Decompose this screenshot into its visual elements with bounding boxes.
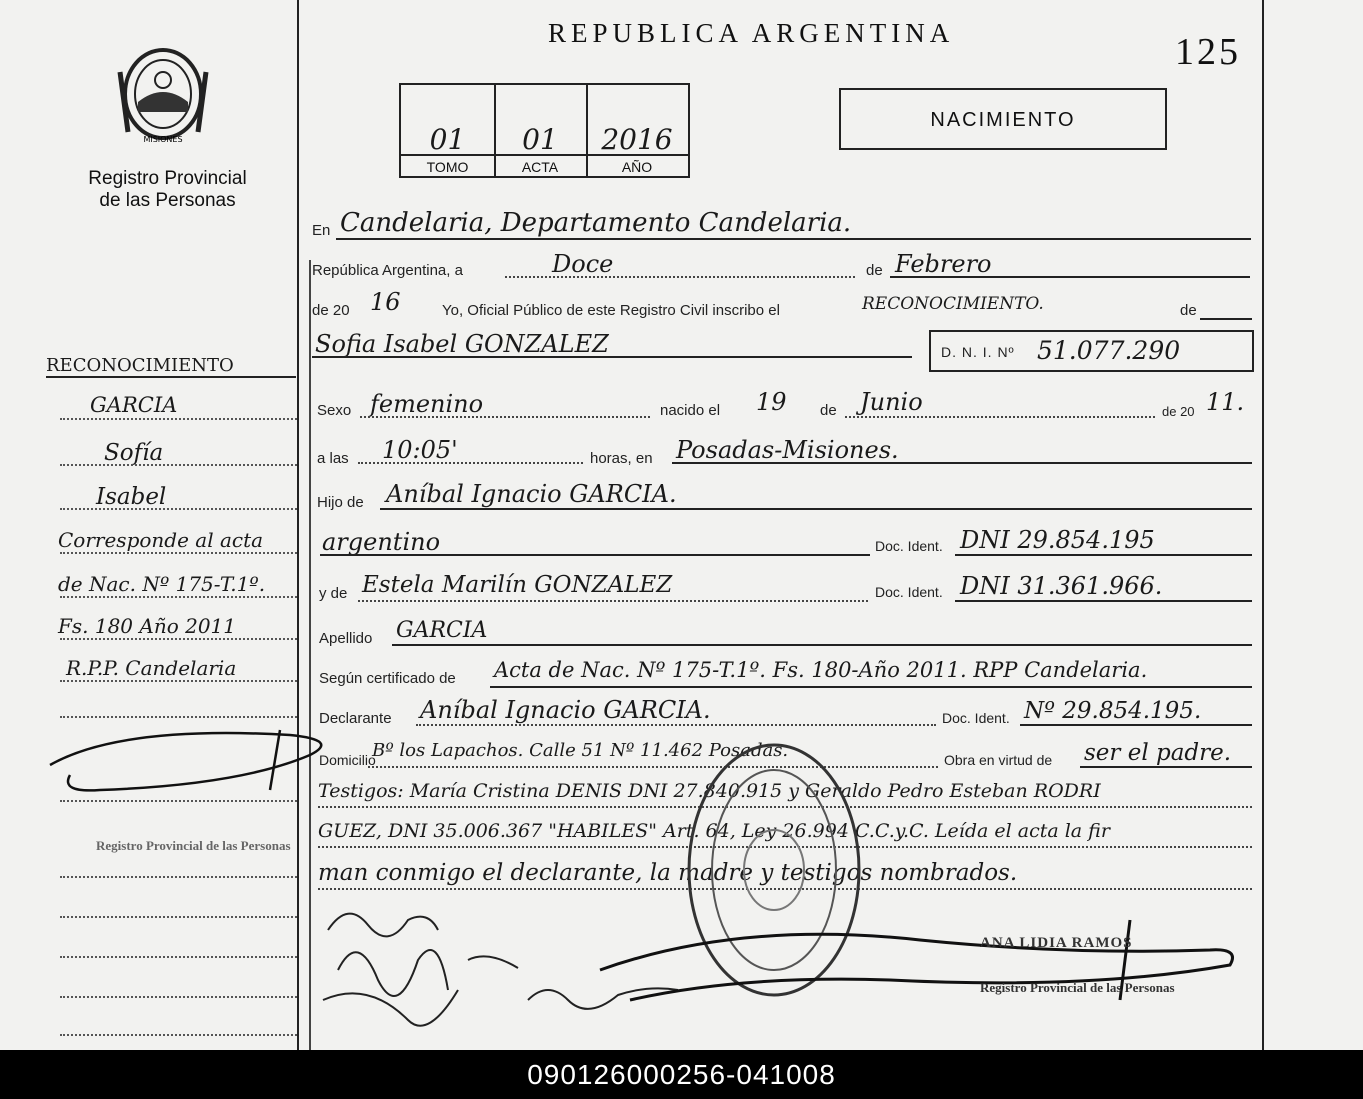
- de20-label: de 20: [312, 302, 350, 319]
- birth-month-line: [845, 416, 1155, 418]
- father-doc: DNI 29.854.195: [960, 526, 1155, 554]
- acta-label: ACTA: [494, 154, 586, 178]
- margin-rule-5: [60, 596, 297, 598]
- margin-rule-3: [60, 508, 297, 510]
- margin-rule-13: [60, 996, 297, 998]
- de-label: de: [866, 262, 883, 279]
- registry-name-line2: de las Personas: [99, 190, 236, 211]
- de-label-3: de: [820, 402, 837, 419]
- mother-name-line: [358, 600, 868, 602]
- apellido-label: Apellido: [319, 630, 373, 647]
- margin-rule-4: [60, 552, 297, 554]
- doc-ident-label-d: Doc. Ident.: [942, 710, 1010, 726]
- official-role: Registro Provincial de las Personas: [980, 980, 1175, 995]
- mother-name: Estela Marilín GONZALEZ: [362, 572, 673, 598]
- obra-value: ser el padre.: [1084, 740, 1232, 766]
- declarante-value: Aníbal Ignacio GARCIA.: [420, 696, 711, 724]
- margin-line-6: Fs. 180 Año 2011: [58, 614, 237, 638]
- apellido-value: GARCIA: [396, 618, 488, 643]
- birth-time: 10:05': [382, 436, 458, 464]
- anio-value: 2016: [601, 123, 673, 156]
- anio-label: AÑO: [586, 154, 688, 178]
- en-label: En: [312, 222, 331, 239]
- margin-stamp-text: Registro Provincial de las Personas: [96, 838, 291, 853]
- margin-line-5: de Nac. Nº 175-T.1º.: [58, 572, 266, 596]
- obra-label: Obra en virtud de: [944, 752, 1053, 768]
- act-kind-value: RECONOCIMIENTO.: [862, 294, 1044, 314]
- year-suffix: 16: [370, 288, 401, 316]
- yo-label: Yo, Oficial Público de este Registro Civil inscribo el: [442, 302, 780, 319]
- margin-rule-14: [60, 1034, 297, 1036]
- testigos-line-2: GUEZ, DNI 35.006.367 "HABILES" Art. 64, Ley 26.994 C.C.y.C. Leída el acta la fir: [318, 820, 1110, 842]
- barcode-number: 090126000256-041008: [527, 1058, 836, 1090]
- yde-label: y de: [319, 585, 348, 602]
- de-label-2: de: [1180, 302, 1197, 319]
- acta-cell: [494, 85, 588, 178]
- nationality-line: [320, 554, 870, 556]
- dni-value: 51.077.290: [1037, 336, 1181, 365]
- declarante-label: Declarante: [319, 710, 392, 727]
- margin-rule-9: [60, 800, 297, 802]
- margin-line-7: R.P.P. Candelaria: [66, 656, 237, 680]
- right-margin-rule: [1262, 0, 1264, 1050]
- segun-label: Según certificado de: [319, 670, 456, 687]
- birth-month: Junio: [860, 388, 923, 416]
- birth-place: Posadas-Misiones.: [676, 436, 899, 464]
- month-line: [890, 276, 1250, 278]
- place-line: [336, 238, 1251, 240]
- day-line: [505, 276, 855, 278]
- dni-label: D. N. I. Nº: [941, 344, 1015, 360]
- book-reference-box: [399, 83, 690, 178]
- left-margin-rule: [297, 0, 299, 1050]
- birth-time-line: [358, 462, 583, 464]
- registry-name-line1: Registro Provincial: [88, 168, 247, 189]
- margin-signature: [40, 715, 340, 805]
- margin-rule-2: [60, 464, 297, 466]
- tomo-label: TOMO: [401, 154, 494, 178]
- person-name-line: [312, 356, 912, 358]
- official-name: ANA LIDIA RAMOS: [980, 935, 1133, 951]
- province-seal-logo: [108, 42, 218, 147]
- testigos-line-1: Testigos: María Cristina DENIS DNI 27.840.915 y Geraldo Pedro Esteban RODRI: [318, 780, 1101, 802]
- tomo-value: 01: [429, 123, 466, 156]
- mother-doc-line: [955, 600, 1252, 602]
- segun-line: [490, 686, 1252, 688]
- birth-place-line: [672, 462, 1252, 464]
- birth-year-suffix: 11.: [1206, 388, 1245, 416]
- declarante-doc-line: [1020, 724, 1252, 726]
- de-line: [1200, 318, 1252, 320]
- inner-margin-rule: [309, 260, 311, 1050]
- margin-rule-12: [60, 956, 297, 958]
- place-value: Candelaria, Departamento Candelaria.: [340, 208, 852, 238]
- declarante-line: [416, 724, 936, 726]
- record-type-box: NACIMIENTO: [839, 88, 1167, 150]
- segun-value: Acta de Nac. Nº 175-T.1º. Fs. 180-Año 2011. RPP Candelaria.: [494, 658, 1148, 682]
- margin-rule-6: [60, 638, 297, 640]
- person-name: Sofia Isabel GONZALEZ: [315, 330, 609, 358]
- doc-ident-label-m: Doc. Ident.: [875, 584, 943, 600]
- testigos-line-3: man conmigo el declarante, la madre y testigos nombrados.: [318, 860, 1018, 886]
- republica-label: República Argentina, a: [312, 262, 463, 279]
- anio-cell: [586, 85, 688, 178]
- tomo-cell: [401, 85, 496, 178]
- dni-box: [929, 330, 1254, 372]
- obra-line: [1080, 766, 1252, 768]
- margin-rule-11: [60, 916, 297, 918]
- sexo-value: femenino: [370, 390, 484, 418]
- registry-name: [60, 168, 275, 212]
- margin-line-3: Isabel: [96, 484, 167, 510]
- svg-text:MISIONES: MISIONES: [143, 135, 183, 144]
- father-nationality: argentino: [322, 528, 441, 556]
- day-value: Doce: [552, 250, 614, 278]
- margin-rule-7: [60, 680, 297, 682]
- margin-rule-1: [60, 418, 297, 420]
- apellido-line: [392, 644, 1252, 646]
- margin-line-4: Corresponde al acta: [58, 528, 264, 552]
- alas-label: a las: [317, 450, 349, 467]
- horas-label: horas, en: [590, 450, 653, 467]
- margin-line-1: GARCIA: [90, 393, 178, 417]
- page-number: 125: [1175, 31, 1241, 73]
- father-name-line: [380, 508, 1252, 510]
- official-name-stamp: [980, 935, 1220, 996]
- father-doc-line: [955, 554, 1252, 556]
- nacido-label: nacido el: [660, 402, 721, 419]
- sexo-label: Sexo: [317, 402, 352, 419]
- margin-rule-10: [60, 876, 297, 878]
- hijo-label: Hijo de: [317, 494, 364, 511]
- acta-value: 01: [522, 123, 558, 156]
- father-name: Aníbal Ignacio GARCIA.: [386, 480, 677, 508]
- domicilio-value: Bº los Lapachos. Calle 51 Nº 11.462 Posadas.: [372, 740, 789, 761]
- declarante-doc: Nº 29.854.195.: [1024, 698, 1202, 724]
- birth-day: 19: [756, 388, 787, 416]
- domicilio-label: Domicilio: [319, 752, 376, 768]
- margin-title-line: [46, 376, 296, 378]
- month-value: Febrero: [895, 250, 992, 278]
- margin-line-2: Sofía: [104, 440, 164, 466]
- de20-label-2: de 20: [1162, 404, 1195, 419]
- margin-title: RECONOCIMIENTO: [46, 355, 234, 376]
- mother-doc: DNI 31.361.966.: [960, 572, 1163, 600]
- header-title: REPUBLICA ARGENTINA: [548, 18, 955, 48]
- sexo-line: [360, 416, 650, 418]
- footer-bar: [0, 1050, 1363, 1099]
- doc-ident-label: Doc. Ident.: [875, 538, 943, 554]
